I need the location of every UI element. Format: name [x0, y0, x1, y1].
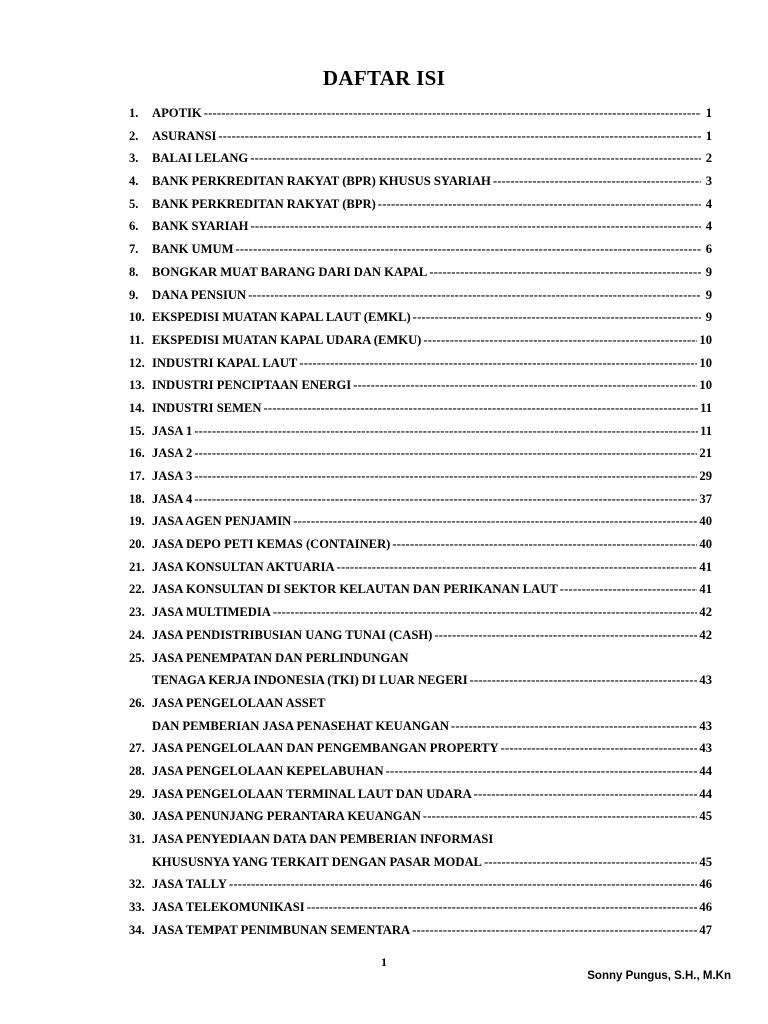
dot-leader: [493, 174, 701, 189]
toc-entry: [129, 129, 712, 152]
toc-entry: [129, 537, 712, 560]
toc-entry-label: JASA DEPO PETI KEMAS (CONTAINER): [152, 537, 391, 552]
toc-entry: [129, 605, 712, 628]
dot-leader: [434, 628, 697, 643]
dot-leader: [273, 605, 698, 620]
toc-entry-page: 46: [699, 900, 712, 915]
toc-entry-label: BONGKAR MUAT BARANG DARI DAN KAPAL: [152, 264, 428, 279]
toc-entry-number: 33.: [129, 900, 145, 915]
dot-leader: [413, 310, 701, 325]
toc-entry: [129, 219, 712, 242]
toc-entry-page: 37: [699, 491, 712, 506]
toc-entry-number: 4.: [129, 174, 139, 189]
toc-entry-number: 15.: [129, 423, 145, 438]
toc-entry-label: BANK PERKREDITAN RAKYAT (BPR): [152, 196, 376, 211]
toc-entry-page: 40: [699, 537, 712, 552]
toc-entry-number: 9.: [129, 287, 139, 302]
author-name: Sonny Pungus, S.H., M.Kn: [587, 970, 731, 982]
toc-entry-page: 43: [699, 673, 712, 688]
dot-leader: [293, 514, 697, 529]
toc-entry-number: 25.: [129, 650, 145, 665]
toc-entry-page: 40: [699, 514, 712, 529]
toc-entry-page: 9: [705, 287, 712, 302]
toc-entry-page: 42: [699, 605, 712, 620]
toc-entry-label: JASA PENYEDIAAN DATA DAN PEMBERIAN INFORMASI: [152, 832, 494, 846]
toc-entry-page: 11: [700, 400, 712, 415]
toc-entry-number: 20.: [129, 537, 145, 552]
toc-entry: [129, 174, 712, 197]
toc-entry-number: 30.: [129, 809, 145, 824]
toc-entry: [129, 333, 712, 356]
toc-entry: [129, 719, 712, 742]
toc-entry-label: JASA 3: [152, 469, 193, 483]
toc-entry-page: 45: [699, 809, 712, 824]
toc-entry-number: 21.: [129, 559, 145, 574]
toc-entry-label: JASA PENDISTRIBUSIAN UANG TUNAI (CASH): [152, 627, 433, 642]
toc-entry-label: TENAGA KERJA INDONESIA (TKI) DI LUAR NEGERI: [152, 673, 468, 688]
toc-entry-label: DANA PENSIUN: [152, 287, 247, 302]
dot-leader: [229, 877, 697, 892]
toc-entry: [129, 696, 712, 719]
toc-entry-label: JASA 2: [152, 446, 193, 461]
dot-leader: [337, 560, 698, 575]
toc-entry: [129, 310, 712, 333]
dot-leader: [392, 537, 697, 552]
toc-entry-page: 10: [699, 355, 712, 370]
toc-entry-number: 14.: [129, 400, 145, 415]
toc-entry-label: JASA PENUNJANG PERANTARA KEUANGAN: [152, 809, 421, 824]
toc-entry-number: 28.: [129, 763, 145, 778]
toc-entry: [129, 242, 712, 265]
toc-entry-label: KHUSUSNYA YANG TERKAIT DENGAN PASAR MODAL: [152, 854, 482, 869]
dot-leader: [299, 356, 697, 371]
toc-entry-number: 29.: [129, 786, 145, 801]
dot-leader: [250, 219, 701, 234]
toc-entry-label: INDUSTRI KAPAL LAUT: [152, 355, 298, 370]
toc-entry-number: 6.: [129, 219, 139, 234]
toc-entry-number: 5.: [129, 196, 139, 211]
dot-leader: [386, 764, 698, 779]
toc-entry-label: JASA PENEMPATAN DAN PERLINDUNGAN: [152, 650, 409, 665]
toc-entry: [129, 764, 712, 787]
toc-entry-number: 24.: [129, 627, 145, 642]
toc-entry-number: 2.: [129, 128, 139, 143]
dot-leader: [248, 288, 701, 303]
dot-leader: [560, 582, 698, 597]
toc-entry-label: EKSPEDISI MUATAN KAPAL UDARA (EMKU): [152, 332, 422, 347]
toc-entry-page: 47: [699, 922, 712, 937]
toc-entry-page: 10: [699, 378, 712, 393]
toc-entry-number: 27.: [129, 741, 145, 756]
toc-entry-page: 46: [699, 877, 712, 892]
toc-entry: [129, 514, 712, 537]
toc-entry: [129, 356, 712, 379]
toc-entry-page: 6: [705, 242, 712, 257]
toc-entry: [129, 673, 712, 696]
toc-entry: [129, 923, 712, 946]
toc-entry: [129, 446, 712, 469]
toc-entry-page: 44: [699, 786, 712, 801]
toc-entry-label: BANK UMUM: [152, 242, 234, 257]
toc-entry-label: INDUSTRI PENCIPTAAN ENERGI: [152, 378, 352, 393]
toc-entry-label: DAN PEMBERIAN JASA PENASEHAT KEUANGAN: [152, 718, 449, 733]
toc-entry-label: JASA TALLY: [152, 877, 228, 892]
dot-leader: [451, 719, 697, 734]
dot-leader: [264, 401, 699, 416]
toc-entry: [129, 469, 712, 492]
toc-entry-label: JASA TEMPAT PENIMBUNAN SEMENTARA: [152, 922, 411, 937]
toc-entry-number: 7.: [129, 242, 139, 257]
toc-entry: [129, 401, 712, 424]
toc-entry-page: 9: [705, 310, 712, 325]
toc-entry: [129, 787, 712, 810]
toc-entry-page: 29: [699, 469, 712, 483]
toc-entry-label: JASA KONSULTAN DI SEKTOR KELAUTAN DAN PERIKANAN LAUT: [152, 582, 558, 597]
toc-entry-page: 43: [699, 741, 712, 756]
toc-entry-label: JASA TELEKOMUNIKASI: [152, 900, 305, 915]
toc-entry-page: 4: [705, 219, 712, 234]
toc-entry: [129, 855, 712, 878]
toc-entry-page: 43: [699, 718, 712, 733]
dot-leader: [423, 333, 697, 348]
toc-entry-page: 42: [699, 627, 712, 642]
toc-entry: [129, 492, 712, 515]
dot-leader: [236, 242, 702, 257]
toc-entry-number: 16.: [129, 446, 145, 461]
toc-entry-number: 12.: [129, 355, 145, 370]
toc-entry-page: 4: [705, 196, 712, 211]
toc-entry-label: JASA KONSULTAN AKTUARIA: [152, 559, 335, 574]
toc-entry-label: JASA PENGELOLAAN TERMINAL LAUT DAN UDARA: [152, 786, 472, 801]
page-number: 1: [381, 955, 387, 969]
dot-leader: [194, 446, 697, 461]
toc-entry: [129, 197, 712, 220]
toc-entry: [129, 560, 712, 583]
toc-entry: [129, 265, 712, 288]
toc-entry-number: 34.: [129, 922, 145, 937]
toc-entry-page: 1: [705, 128, 712, 143]
toc-entry-page: 45: [699, 854, 712, 869]
toc-entry-page: 11: [700, 423, 712, 438]
dot-leader: [470, 673, 698, 688]
toc-entry-label: ASURANSI: [152, 128, 217, 143]
toc-entry-number: 26.: [129, 695, 145, 710]
toc-entry-label: APOTIK: [152, 106, 202, 120]
dot-leader: [194, 424, 698, 439]
page-title: DAFTAR ISI: [322, 66, 446, 90]
table-of-contents: [129, 106, 712, 945]
toc-entry-label: JASA PENGELOLAAN DAN PENGEMBANGAN PROPERTY: [152, 741, 499, 756]
dot-leader: [194, 469, 697, 484]
toc-entry-label: JASA 1: [152, 423, 193, 438]
toc-entry-number: 18.: [129, 491, 145, 506]
toc-entry-page: 10: [699, 332, 712, 347]
toc-entry-page: 3: [705, 174, 712, 189]
toc-entry: [129, 741, 712, 764]
toc-entry-label: JASA 4: [152, 491, 193, 506]
dot-leader: [474, 787, 698, 802]
toc-entry-number: 13.: [129, 378, 145, 393]
toc-entry: [129, 651, 712, 674]
dot-leader: [484, 855, 697, 870]
toc-entry-number: 10.: [129, 310, 145, 325]
toc-entry: [129, 151, 712, 174]
toc-entry-page: 21: [699, 446, 712, 461]
toc-entry-page: 1: [705, 106, 712, 120]
toc-entry-number: 8.: [129, 264, 139, 279]
toc-entry-number: 31.: [129, 832, 145, 846]
dot-leader: [501, 741, 698, 756]
toc-entry: [129, 628, 712, 651]
toc-entry-label: BANK SYARIAH: [152, 219, 249, 234]
toc-entry-number: 23.: [129, 605, 145, 620]
toc-entry: [129, 106, 712, 129]
dot-leader: [250, 151, 701, 166]
toc-entry-label: JASA AGEN PENJAMIN: [152, 514, 292, 529]
toc-entry-label: EKSPEDISI MUATAN KAPAL LAUT (EMKL): [152, 310, 411, 325]
toc-entry-page: 9: [705, 264, 712, 279]
dot-leader: [378, 197, 701, 212]
toc-entry: [129, 877, 712, 900]
toc-entry: [129, 288, 712, 311]
dot-leader: [353, 378, 697, 393]
toc-entry-page: 44: [699, 763, 712, 778]
dot-leader: [423, 809, 698, 824]
dot-leader: [429, 265, 701, 280]
toc-entry: [129, 378, 712, 401]
toc-entry-label: BALAI LELANG: [152, 151, 249, 166]
toc-entry: [129, 582, 712, 605]
toc-entry-number: 1.: [129, 106, 139, 120]
dot-leader: [204, 106, 701, 121]
toc-entry-label: BANK PERKREDITAN RAKYAT (BPR) KHUSUS SYARIAH: [152, 174, 491, 189]
toc-entry-number: 3.: [129, 151, 139, 166]
dot-leader: [218, 129, 701, 144]
dot-leader: [412, 923, 697, 938]
toc-entry: [129, 424, 712, 447]
toc-entry-number: 22.: [129, 582, 145, 597]
toc-entry-page: 2: [705, 151, 712, 166]
toc-entry: [129, 809, 712, 832]
toc-entry-label: JASA PENGELOLAAN KEPELABUHAN: [152, 763, 384, 778]
toc-entry-label: INDUSTRI SEMEN: [152, 400, 262, 415]
toc-entry-page: 41: [699, 582, 712, 597]
dot-leader: [194, 492, 697, 507]
toc-entry-label: JASA PENGELOLAAN ASSET: [152, 695, 326, 710]
toc-entry-label: JASA MULTIMEDIA: [152, 605, 271, 620]
toc-entry-page: 41: [699, 559, 712, 574]
dot-leader: [307, 900, 698, 915]
toc-entry-number: 17.: [129, 469, 145, 483]
toc-entry: [129, 900, 712, 923]
toc-entry-number: 19.: [129, 514, 145, 529]
toc-entry: [129, 832, 712, 855]
toc-entry-number: 32.: [129, 877, 145, 892]
toc-entry-number: 11.: [129, 332, 145, 347]
